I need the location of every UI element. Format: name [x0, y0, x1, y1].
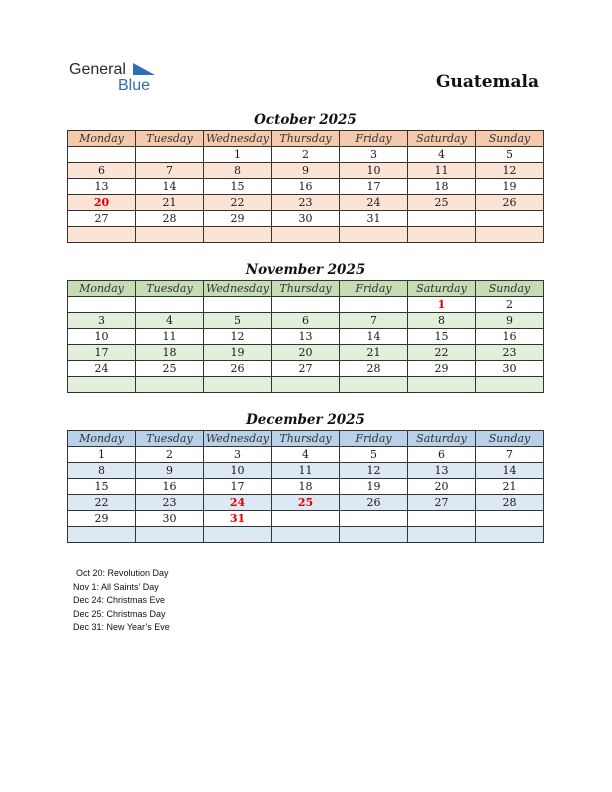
- empty-day-cell: [68, 227, 136, 243]
- weekday-header: Saturday: [408, 131, 476, 147]
- week-row: [68, 447, 544, 463]
- day-cell: 18: [408, 179, 476, 195]
- logo-triangle-icon: [133, 63, 155, 77]
- weekday-header: Friday: [340, 131, 408, 147]
- day-cell: 14: [340, 329, 408, 345]
- day-cell: 7: [476, 447, 544, 463]
- empty-day-cell: [476, 511, 544, 527]
- empty-day-cell: [408, 377, 476, 393]
- day-cell: 27: [408, 495, 476, 511]
- day-cell: 4: [408, 147, 476, 163]
- week-row: [68, 527, 544, 543]
- day-cell: 18: [136, 345, 204, 361]
- general-blue-logo: [69, 61, 159, 95]
- weekday-header: Wednesday: [204, 131, 272, 147]
- week-row: [68, 377, 544, 393]
- day-cell: 28: [340, 361, 408, 377]
- holiday-note: Dec 25: Christmas Day: [73, 608, 166, 619]
- empty-day-cell: [272, 227, 340, 243]
- day-cell: 17: [340, 179, 408, 195]
- day-cell: 24: [68, 361, 136, 377]
- day-cell: 30: [136, 511, 204, 527]
- weekday-header: Sunday: [476, 431, 544, 447]
- day-cell: 10: [340, 163, 408, 179]
- day-cell: 28: [476, 495, 544, 511]
- day-cell: 10: [204, 463, 272, 479]
- day-cell: 19: [204, 345, 272, 361]
- day-cell: 8: [204, 163, 272, 179]
- day-cell: 29: [204, 211, 272, 227]
- day-cell: 10: [68, 329, 136, 345]
- day-cell: 29: [408, 361, 476, 377]
- day-cell: 16: [136, 479, 204, 495]
- day-cell: 31: [340, 211, 408, 227]
- day-cell: 3: [68, 313, 136, 329]
- empty-day-cell: [408, 527, 476, 543]
- empty-day-cell: [408, 211, 476, 227]
- empty-day-cell: [68, 147, 136, 163]
- day-cell: 30: [272, 211, 340, 227]
- day-cell: 17: [68, 345, 136, 361]
- day-cell: 9: [136, 463, 204, 479]
- day-cell: 22: [204, 195, 272, 211]
- empty-day-cell: [204, 297, 272, 313]
- day-cell: 12: [204, 329, 272, 345]
- day-cell: 25: [408, 195, 476, 211]
- month-november: [67, 261, 544, 393]
- month-title: December 2025: [246, 412, 365, 428]
- day-cell: 14: [136, 179, 204, 195]
- day-cell: 3: [204, 447, 272, 463]
- month-title: October 2025: [254, 112, 357, 128]
- day-cell: 22: [68, 495, 136, 511]
- weekday-header: Friday: [340, 281, 408, 297]
- empty-day-cell: [476, 527, 544, 543]
- empty-day-cell: [136, 227, 204, 243]
- week-row: [68, 511, 544, 527]
- day-cell: 13: [68, 179, 136, 195]
- day-cell: 6: [408, 447, 476, 463]
- day-cell: 6: [68, 163, 136, 179]
- empty-day-cell: [340, 377, 408, 393]
- empty-day-cell: [340, 527, 408, 543]
- weekday-header: Friday: [340, 431, 408, 447]
- week-row: [68, 463, 544, 479]
- week-row: [68, 479, 544, 495]
- day-cell: 26: [340, 495, 408, 511]
- day-cell: 1: [68, 447, 136, 463]
- weekday-header: Thursday: [272, 281, 340, 297]
- week-row: [68, 361, 544, 377]
- day-cell: 15: [68, 479, 136, 495]
- day-cell: 5: [204, 313, 272, 329]
- weekday-header: Monday: [68, 431, 136, 447]
- week-row: [68, 195, 544, 211]
- weekday-header: Tuesday: [136, 431, 204, 447]
- empty-day-cell: [204, 377, 272, 393]
- day-cell: 18: [272, 479, 340, 495]
- weekday-header: Thursday: [272, 431, 340, 447]
- day-cell: 30: [476, 361, 544, 377]
- empty-day-cell: [476, 227, 544, 243]
- holiday-note: Dec 24: Christmas Eve: [73, 595, 166, 606]
- day-cell: 20: [272, 345, 340, 361]
- week-row: [68, 227, 544, 243]
- weekday-header: Saturday: [408, 431, 476, 447]
- weekday-header: Sunday: [476, 281, 544, 297]
- empty-day-cell: [340, 227, 408, 243]
- day-cell: 4: [136, 313, 204, 329]
- calendar-table: [67, 280, 544, 393]
- day-cell: 7: [136, 163, 204, 179]
- day-cell: 3: [340, 147, 408, 163]
- holiday-note: Oct 20: Revolution Day: [76, 568, 169, 578]
- empty-day-cell: [136, 297, 204, 313]
- empty-day-cell: [476, 211, 544, 227]
- calendar-table: [67, 430, 544, 543]
- empty-day-cell: [340, 297, 408, 313]
- empty-day-cell: [272, 511, 340, 527]
- month-october: [67, 111, 544, 243]
- weekday-header-row: [68, 431, 544, 447]
- day-cell: 28: [136, 211, 204, 227]
- empty-day-cell: [68, 297, 136, 313]
- week-row: [68, 329, 544, 345]
- day-cell: 27: [68, 211, 136, 227]
- holiday-notes: [73, 567, 170, 635]
- day-cell: 8: [408, 313, 476, 329]
- week-row: [68, 313, 544, 329]
- empty-day-cell: [272, 297, 340, 313]
- weekday-header: Tuesday: [136, 131, 204, 147]
- holiday-note: Nov 1: All Saints’ Day: [73, 581, 159, 592]
- day-cell: 2: [272, 147, 340, 163]
- day-cell: 9: [272, 163, 340, 179]
- day-cell: 15: [408, 329, 476, 345]
- weekday-header: Wednesday: [204, 281, 272, 297]
- day-cell: 16: [272, 179, 340, 195]
- empty-day-cell: [136, 147, 204, 163]
- day-cell: 15: [204, 179, 272, 195]
- logo-word-general: General: [69, 61, 126, 78]
- day-cell: 24: [204, 495, 272, 511]
- day-cell: 25: [136, 361, 204, 377]
- day-cell: 6: [272, 313, 340, 329]
- day-cell: 31: [204, 511, 272, 527]
- day-cell: 2: [136, 447, 204, 463]
- day-cell: 1: [204, 147, 272, 163]
- weekday-header: Tuesday: [136, 281, 204, 297]
- weekday-header: Wednesday: [204, 431, 272, 447]
- day-cell: 5: [340, 447, 408, 463]
- logo-word-blue: Blue: [118, 77, 151, 94]
- day-cell: 26: [476, 195, 544, 211]
- country-title: Guatemala: [435, 72, 539, 92]
- day-cell: 11: [408, 163, 476, 179]
- weekday-header-row: [68, 281, 544, 297]
- empty-day-cell: [204, 527, 272, 543]
- weekday-header-row: [68, 131, 544, 147]
- day-cell: 2: [476, 297, 544, 313]
- week-row: [68, 147, 544, 163]
- day-cell: 23: [476, 345, 544, 361]
- weekday-header: Monday: [68, 131, 136, 147]
- empty-day-cell: [68, 527, 136, 543]
- empty-day-cell: [272, 377, 340, 393]
- day-cell: 11: [136, 329, 204, 345]
- day-cell: 20: [408, 479, 476, 495]
- day-cell: 21: [136, 195, 204, 211]
- weekday-header: Monday: [68, 281, 136, 297]
- week-row: [68, 495, 544, 511]
- empty-day-cell: [476, 377, 544, 393]
- day-cell: 7: [340, 313, 408, 329]
- day-cell: 17: [204, 479, 272, 495]
- day-cell: 26: [204, 361, 272, 377]
- week-row: [68, 345, 544, 361]
- week-row: [68, 179, 544, 195]
- day-cell: 12: [340, 463, 408, 479]
- empty-day-cell: [272, 527, 340, 543]
- day-cell: 22: [408, 345, 476, 361]
- day-cell: 19: [476, 179, 544, 195]
- day-cell: 20: [68, 195, 136, 211]
- empty-day-cell: [408, 511, 476, 527]
- day-cell: 13: [408, 463, 476, 479]
- week-row: [68, 211, 544, 227]
- weekday-header: Sunday: [476, 131, 544, 147]
- empty-day-cell: [136, 377, 204, 393]
- day-cell: 9: [476, 313, 544, 329]
- holiday-note: Dec 31: New Year’s Eve: [73, 622, 170, 633]
- day-cell: 23: [136, 495, 204, 511]
- weekday-header: Saturday: [408, 281, 476, 297]
- day-cell: 21: [476, 479, 544, 495]
- day-cell: 14: [476, 463, 544, 479]
- day-cell: 4: [272, 447, 340, 463]
- empty-day-cell: [136, 527, 204, 543]
- day-cell: 13: [272, 329, 340, 345]
- month-title: November 2025: [245, 262, 366, 278]
- day-cell: 27: [272, 361, 340, 377]
- day-cell: 21: [340, 345, 408, 361]
- week-row: [68, 163, 544, 179]
- day-cell: 8: [68, 463, 136, 479]
- day-cell: 29: [68, 511, 136, 527]
- empty-day-cell: [204, 227, 272, 243]
- empty-day-cell: [68, 377, 136, 393]
- day-cell: 25: [272, 495, 340, 511]
- day-cell: 16: [476, 329, 544, 345]
- empty-day-cell: [340, 511, 408, 527]
- month-december: [67, 411, 544, 543]
- day-cell: 19: [340, 479, 408, 495]
- day-cell: 23: [272, 195, 340, 211]
- week-row: [68, 297, 544, 313]
- calendar-table: [67, 130, 544, 243]
- day-cell: 11: [272, 463, 340, 479]
- weekday-header: Thursday: [272, 131, 340, 147]
- day-cell: 24: [340, 195, 408, 211]
- day-cell: 1: [408, 297, 476, 313]
- day-cell: 12: [476, 163, 544, 179]
- day-cell: 5: [476, 147, 544, 163]
- empty-day-cell: [408, 227, 476, 243]
